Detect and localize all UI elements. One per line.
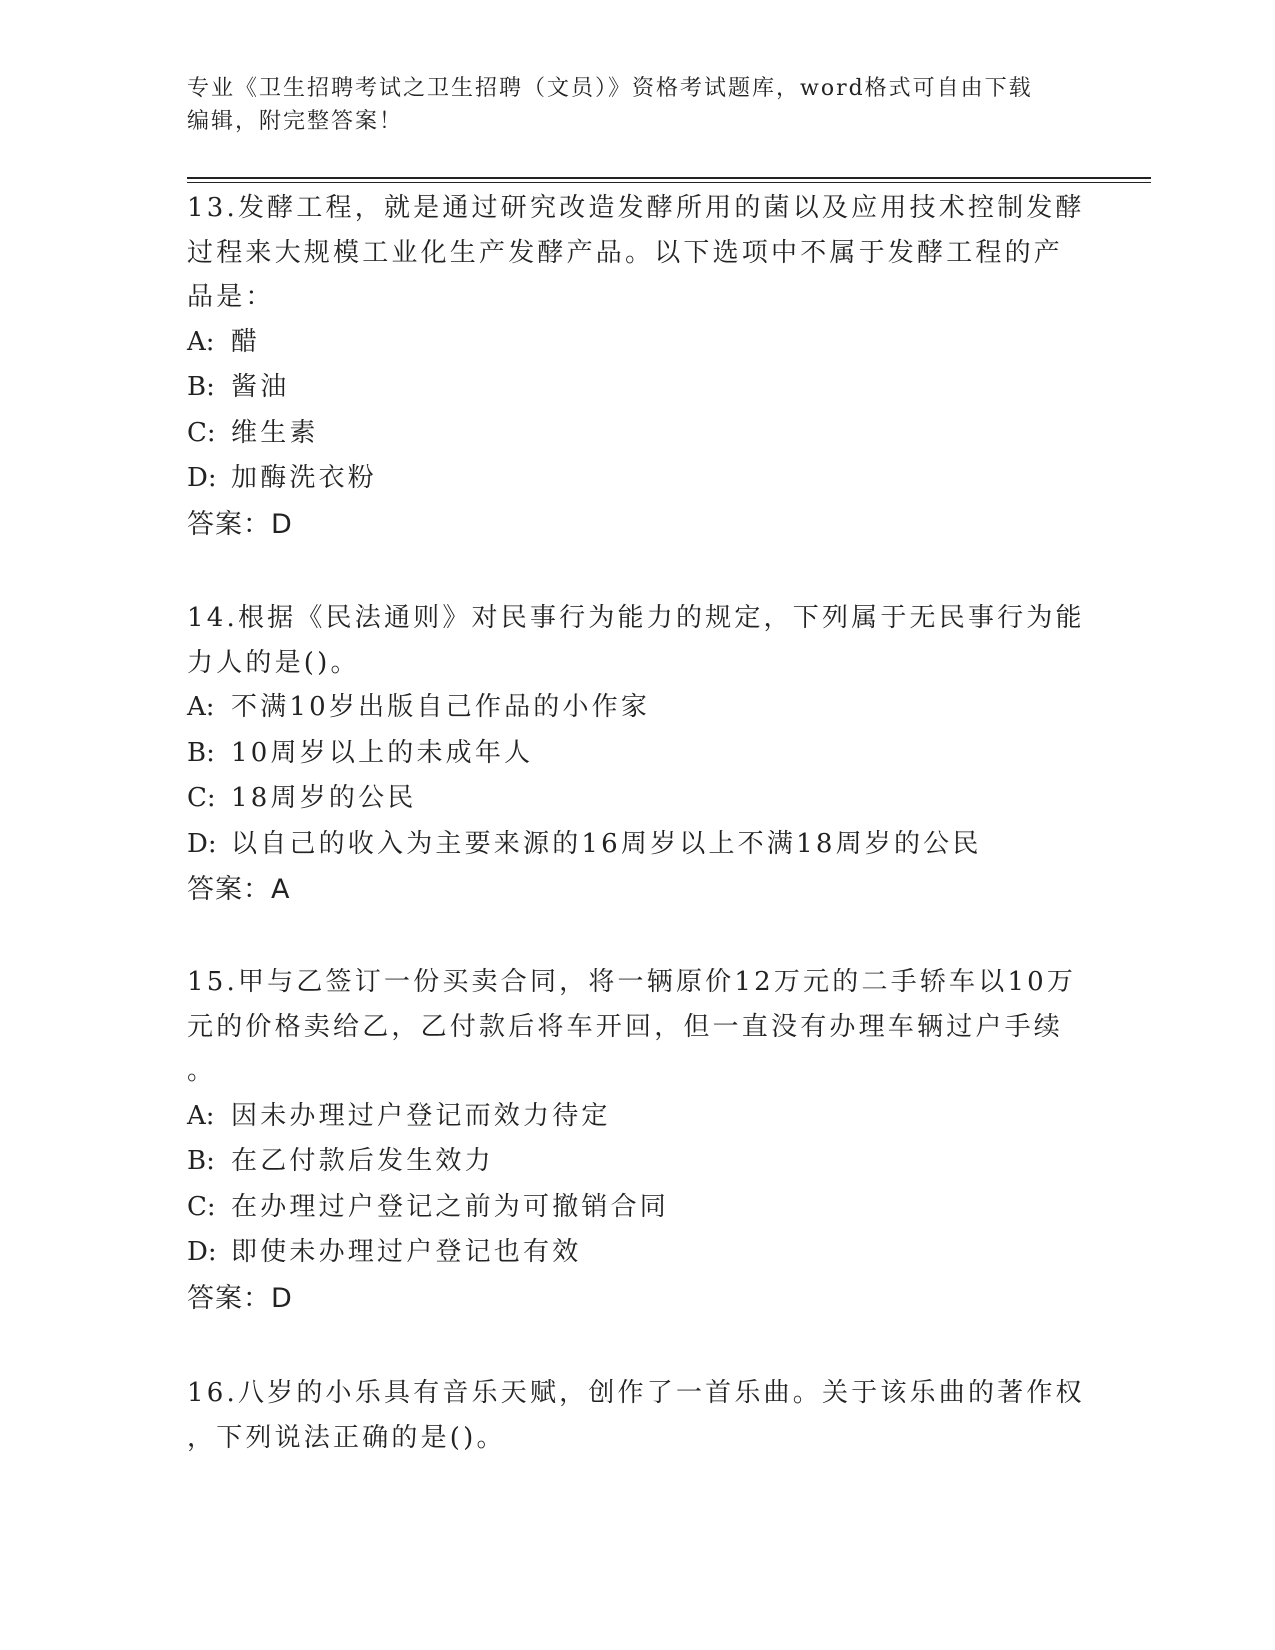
option-d [187,1230,1087,1276]
question-number: 15. [187,967,238,997]
question-number: 16. [187,1378,238,1408]
header-divider-thick [187,177,1151,179]
document-header [187,72,1067,138]
question-text-line: 。 [187,1056,217,1086]
option-text: 酱油 [231,372,290,402]
option-text: 在乙付款后发生效力 [231,1146,494,1176]
option-letter: B: [187,1146,215,1176]
option-letter: C: [187,1191,216,1222]
option-letter: B: [187,737,215,768]
option-letter: D: [187,828,217,859]
option-c [187,1185,1087,1231]
option-d [187,822,1087,868]
option-text: 在办理过户登记之前为可撤销合同 [231,1191,670,1222]
option-letter: B: [187,372,215,402]
option-c [187,776,1087,822]
header-divider-thin [187,182,1151,183]
option-text: 不满10岁出版自己作品的小作家 [231,692,651,722]
question-text: 15.甲与乙签订一份买卖合同，将一辆原价12万元的二手轿车以10万 [187,967,1077,997]
option-b [187,731,1087,777]
question-14 [187,596,1087,913]
question-16 [187,1371,1087,1460]
option-a [187,685,1087,731]
option-letter: D: [187,463,217,493]
question-text: 13.发酵工程，就是通过研究改造发酵所用的菌以及应用技术控制发酵 [187,193,1085,223]
question-text: 14.根据《民法通则》对民事行为能力的规定，下列属于无民事行为能 [187,603,1085,633]
option-c [187,411,1087,457]
option-a [187,1094,1087,1140]
option-text: 醋 [231,326,261,357]
option-text: 因未办理过户登记而效力待定 [231,1100,611,1131]
option-letter: A: [187,1100,215,1131]
question-text-line: 品是： [187,282,275,312]
answer-line: 答案：A [187,874,291,905]
option-text: 即使未办理过户登记也有效 [231,1237,582,1267]
answer-line: 答案：D [187,1282,293,1314]
question-text-line: 力人的是()。 [187,647,360,678]
option-letter: C: [187,783,216,813]
option-text: 维生素 [231,417,319,448]
option-b [187,365,1087,411]
option-b [187,1139,1087,1185]
header-line-1: 专业《卫生招聘考试之卫生招聘（文员）》资格考试题库，word格式可自由下载 [187,76,1033,101]
option-letter: A: [187,326,215,357]
answer-line: 答案：D [187,508,293,540]
question-text: 16.八岁的小乐具有音乐天赋，创作了一首乐曲。关于该乐曲的著作权 [187,1378,1085,1408]
option-text: 以自己的收入为主要来源的16周岁以上不满18周岁的公民 [231,828,982,859]
option-letter: D: [187,1237,217,1267]
question-text-line: ，下列说法正确的是()。 [187,1422,506,1453]
question-text-line: 过程来大规模工业化生产发酵产品。以下选项中不属于发酵工程的产 [187,237,1064,268]
question-15 [187,960,1087,1322]
header-line-2: 编辑，附完整答案！ [187,109,404,134]
question-number: 14. [187,603,238,633]
option-text: 10周岁以上的未成年人 [231,737,534,768]
option-letter: A: [187,692,215,722]
option-d [187,456,1087,502]
option-a [187,320,1087,366]
question-number: 13. [187,193,238,223]
question-text-line: 元的价格卖给乙，乙付款后将车开回，但一直没有办理车辆过户手续 [187,1011,1064,1042]
option-text: 18周岁的公民 [231,783,417,813]
option-letter: C: [187,417,216,448]
question-13 [187,186,1087,548]
option-text: 加酶洗衣粉 [231,463,378,493]
